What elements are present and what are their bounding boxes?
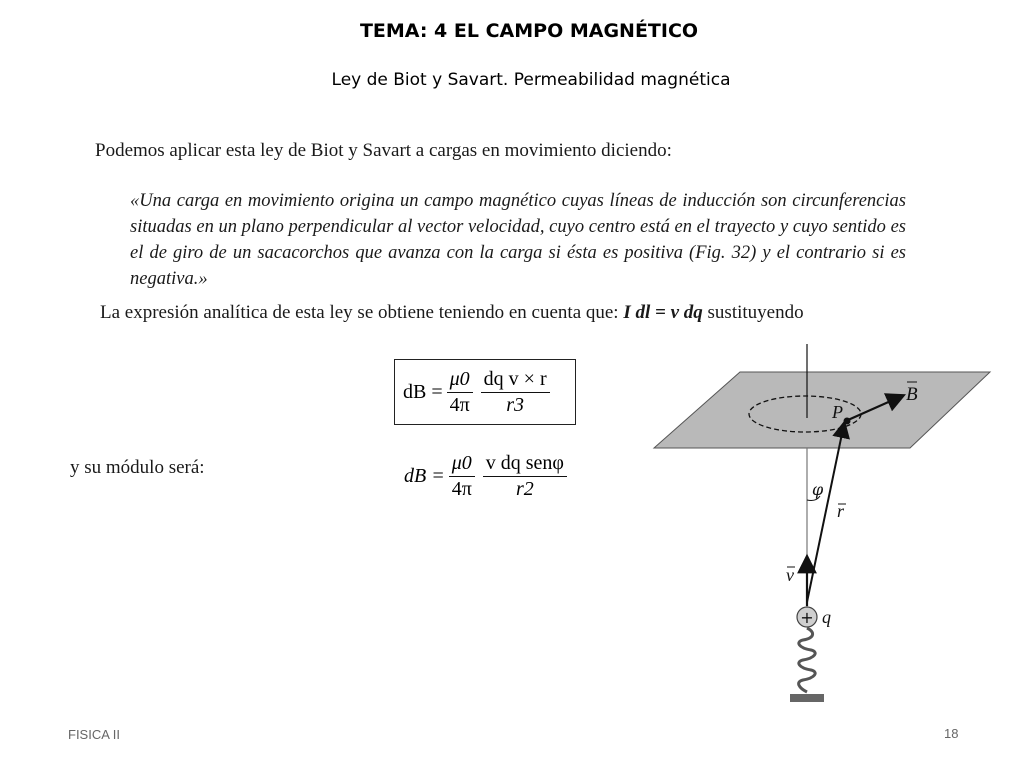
formula2-den1: 4π bbox=[451, 477, 472, 500]
page-subtitle: Ley de Biot y Savart. Permeabilidad magnética bbox=[331, 70, 731, 90]
intro-text: Podemos aplicar esta ley de Biot y Savart a cargas en movimiento diciendo: bbox=[95, 140, 672, 161]
formula1-lhs: dB = bbox=[403, 380, 443, 403]
spring-coil bbox=[799, 628, 816, 692]
charge-plus-sign: + bbox=[800, 608, 814, 627]
expression-suffix: sustituyendo bbox=[707, 302, 804, 323]
formula1-constant-fraction bbox=[447, 368, 473, 417]
formula1-num2: dq v × r bbox=[481, 368, 550, 393]
formula2-num1: μ0 bbox=[451, 451, 472, 474]
label-q: q bbox=[822, 607, 831, 627]
footer-page-number: 18 bbox=[944, 726, 959, 741]
formula1-den1: 4π bbox=[449, 393, 470, 416]
expression-line bbox=[100, 302, 804, 324]
label-b: B bbox=[906, 384, 918, 405]
label-phi: φ bbox=[812, 480, 824, 499]
formula2-lhs: dB = bbox=[404, 464, 445, 487]
spring-base bbox=[790, 694, 824, 702]
formula1-num1: μ0 bbox=[449, 367, 470, 390]
modulo-label: y su módulo será: bbox=[70, 457, 205, 478]
biot-savart-vector-formula bbox=[394, 359, 576, 425]
biot-savart-magnitude-formula bbox=[396, 448, 586, 504]
page-title: TEMA: 4 EL CAMPO MAGNÉTICO bbox=[359, 20, 699, 42]
perpendicular-plane bbox=[654, 372, 990, 448]
formula2-scalar-fraction bbox=[483, 452, 567, 501]
formula2-constant-fraction bbox=[449, 452, 475, 501]
footer-course: FISICA II bbox=[68, 727, 121, 742]
moving-charge-figure bbox=[640, 340, 1000, 710]
label-v: v bbox=[786, 565, 794, 585]
label-p: P bbox=[832, 402, 843, 422]
quote-paragraph: «Una carga en movimiento origina un campo magnético cuyas líneas de inducción son circunferencias situadas en un plano perpendicular al vector velocidad, cuyo centro está en el trayecto y cuyo sentido es el de giro de un sacacorchos que avanza con la carga si ésta es positiva (Fig. 32) y el contrario si es negativa.» bbox=[130, 191, 906, 289]
point-p-dot bbox=[844, 418, 851, 425]
formula2-num2: v dq senφ bbox=[483, 452, 567, 477]
label-r: r bbox=[837, 501, 845, 521]
formula2-den2: r2 bbox=[515, 477, 534, 500]
expression-formula: I dl = v dq bbox=[623, 302, 703, 323]
formula1-vector-fraction bbox=[481, 368, 550, 417]
expression-prefix: La expresión analítica de esta ley se obtiene teniendo en cuenta que: bbox=[100, 302, 619, 323]
formula1-den2: r3 bbox=[506, 393, 525, 416]
